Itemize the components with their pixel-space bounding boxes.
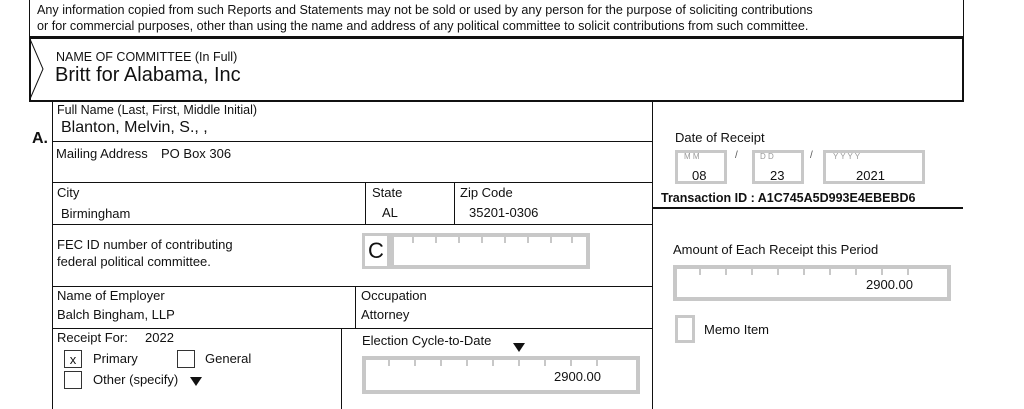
occupation-value: Attorney bbox=[361, 307, 410, 322]
tick bbox=[881, 269, 883, 275]
tick bbox=[414, 360, 416, 366]
rule bbox=[341, 328, 342, 409]
tick bbox=[803, 269, 805, 275]
mailing-value: PO Box 306 bbox=[161, 146, 232, 161]
receipt-for-year: 2022 bbox=[145, 330, 174, 345]
election-cycle-value: 2900.00 bbox=[554, 369, 601, 384]
fec-id-input[interactable] bbox=[390, 233, 590, 269]
rule bbox=[52, 224, 653, 225]
rule bbox=[355, 286, 356, 328]
receipt-for-label: Receipt For: bbox=[57, 330, 128, 345]
rule bbox=[52, 328, 653, 329]
tick bbox=[527, 237, 529, 243]
tick bbox=[435, 237, 437, 243]
rule bbox=[52, 286, 653, 287]
tick bbox=[518, 360, 520, 366]
tick bbox=[777, 269, 779, 275]
committee-arrow-icon bbox=[29, 39, 53, 100]
year-hint: Y Y Y Y bbox=[833, 152, 861, 161]
fec-label-1: FEC ID number of contributing bbox=[57, 237, 233, 252]
full-name-value: Blanton, Melvin, S., , bbox=[61, 119, 208, 136]
city-value: Birmingham bbox=[61, 206, 131, 221]
tick bbox=[492, 360, 494, 366]
election-cycle-label: Election Cycle-to-Date bbox=[362, 333, 492, 348]
section-letter: A. bbox=[32, 130, 48, 147]
day-hint: D D bbox=[760, 152, 774, 161]
primary-checkbox[interactable]: x bbox=[64, 350, 82, 368]
tick bbox=[907, 269, 909, 275]
left-border bbox=[52, 102, 53, 409]
date-separator: / bbox=[735, 150, 738, 161]
tick bbox=[481, 237, 483, 243]
tick bbox=[412, 237, 414, 243]
committee-name: Britt for Alabama, Inc bbox=[55, 64, 241, 86]
rule bbox=[653, 207, 963, 209]
rule bbox=[52, 141, 653, 142]
tick bbox=[571, 237, 573, 243]
tick bbox=[699, 269, 701, 275]
tick bbox=[725, 269, 727, 275]
tick bbox=[855, 269, 857, 275]
fec-prefix: C bbox=[368, 238, 384, 263]
rule bbox=[454, 182, 455, 224]
date-of-receipt-label: Date of Receipt bbox=[675, 130, 765, 145]
other-checkbox[interactable] bbox=[64, 371, 82, 389]
rule bbox=[52, 182, 653, 183]
employer-label: Name of Employer bbox=[57, 288, 165, 303]
tick bbox=[440, 360, 442, 366]
tick bbox=[550, 237, 552, 243]
primary-label: Primary bbox=[93, 351, 138, 366]
tick bbox=[504, 237, 506, 243]
amount-label: Amount of Each Receipt this Period bbox=[673, 242, 879, 257]
memo-checkbox[interactable] bbox=[675, 315, 695, 343]
transaction-id: Transaction ID : A1C745A5D993E4EBEBD6 bbox=[661, 191, 916, 205]
zip-label: Zip Code bbox=[460, 185, 513, 200]
general-label: General bbox=[205, 351, 252, 366]
disclaimer-line-1: Any information copied from such Reports and Statements may not be sold or used by any person for the purpose of soliciting contributions bbox=[37, 3, 813, 17]
city-label: City bbox=[57, 185, 80, 200]
year-value: 2021 bbox=[856, 168, 885, 183]
tick bbox=[596, 360, 598, 366]
month-value: 08 bbox=[692, 168, 707, 183]
zip-value: 35201-0306 bbox=[469, 205, 539, 220]
tick bbox=[388, 360, 390, 366]
tick bbox=[544, 360, 546, 366]
rule bbox=[365, 182, 366, 224]
amount-value: 2900.00 bbox=[866, 277, 913, 292]
state-label: State bbox=[372, 185, 403, 200]
state-value: AL bbox=[382, 205, 398, 220]
other-label: Other (specify) bbox=[93, 372, 179, 387]
general-checkbox[interactable] bbox=[177, 350, 195, 368]
other-arrow-icon bbox=[190, 377, 202, 386]
full-name-label: Full Name (Last, First, Middle Initial) bbox=[57, 103, 258, 117]
month-hint: M M bbox=[684, 152, 700, 161]
committee-label: NAME OF COMMITTEE (In Full) bbox=[56, 50, 238, 64]
tick bbox=[751, 269, 753, 275]
tick bbox=[466, 360, 468, 366]
employer-value: Balch Bingham, LLP bbox=[57, 307, 175, 322]
center-divider bbox=[652, 102, 653, 409]
occupation-label: Occupation bbox=[361, 288, 427, 303]
tick bbox=[570, 360, 572, 366]
mailing-label: Mailing Address bbox=[56, 146, 148, 161]
memo-label: Memo Item bbox=[704, 322, 770, 337]
fec-label-2: federal political committee. bbox=[57, 254, 211, 269]
disclaimer-line-2: or for commercial purposes, other than using the name and address of any political committee to solicit contributions from such committee. bbox=[37, 19, 809, 33]
tick bbox=[829, 269, 831, 275]
day-value: 23 bbox=[770, 168, 785, 183]
tick bbox=[458, 237, 460, 243]
election-cycle-arrow-icon bbox=[513, 343, 525, 352]
date-separator: / bbox=[810, 150, 813, 161]
